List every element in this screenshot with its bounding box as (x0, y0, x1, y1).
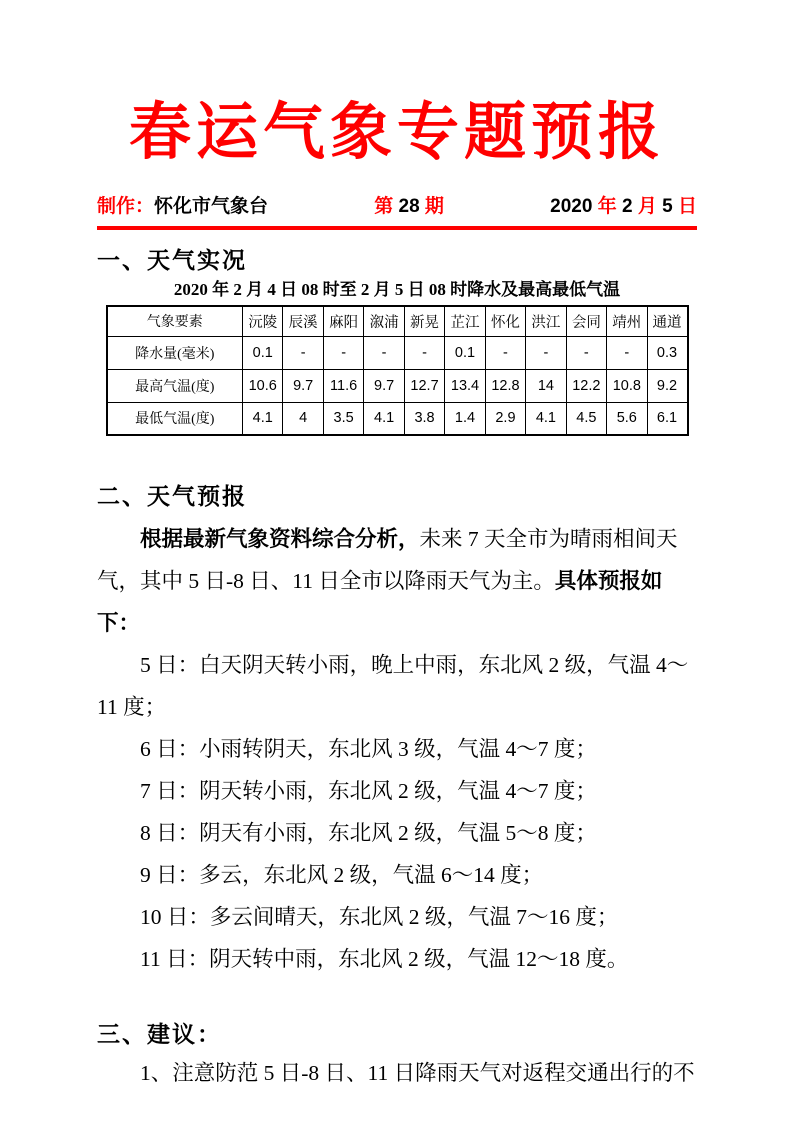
date-day-unit: 日 (672, 196, 697, 217)
red-divider (97, 226, 697, 230)
table-header-row (107, 306, 688, 336)
masthead-issue (374, 192, 444, 222)
forecast-item: 7 日：阴天转小雨，东北风 2 级，气温 4～7 度； (140, 779, 597, 803)
table-cell: 3.5 (323, 402, 363, 435)
table-cell: - (526, 336, 566, 369)
date-year-unit: 年 (592, 196, 622, 217)
table-cell: 9.7 (364, 369, 404, 402)
table-cell: - (566, 336, 606, 369)
table-cell: 12.7 (404, 369, 444, 402)
date-month-unit: 月 (632, 196, 663, 217)
forecast-item: 10 日：多云间晴天，东北风 2 级，气温 7～16 度； (140, 905, 619, 929)
forecast-intro-regular: 未来 7 天全市为晴雨相间天气，其中 5 日-8 日、11 日全市以降雨天气为主。 (97, 527, 678, 593)
table-cell: 6.1 (647, 402, 687, 435)
section-3-heading: 三、建议： (97, 1021, 222, 1047)
weather-table-title: 2020 年 2 月 4 日 08 时至 2 月 5 日 08 时降水及最高最低气温 (173, 280, 621, 299)
table-header-cell: 麻阳 (323, 306, 363, 336)
table-cell: 12.8 (485, 369, 525, 402)
table-cell: 4.1 (364, 402, 404, 435)
section-2-heading: 二、天气预报 (97, 483, 247, 509)
producer-label: 制作： (97, 196, 155, 217)
forecast-intro (97, 518, 697, 644)
table-header-cell: 新晃 (404, 306, 444, 336)
forecast-item: 9 日：多云，东北风 2 级，气温 6～14 度； (140, 863, 544, 887)
date-month: 2 (621, 196, 633, 217)
table-cell: 10.8 (607, 369, 647, 402)
forecast-body (97, 518, 697, 980)
forecast-item: 5 日：白天阴天转小雨，晚上中雨，东北风 2 级，气温 4～11 度； (97, 653, 689, 719)
table-row (107, 336, 688, 369)
producer-value: 怀化市气象台 (154, 196, 269, 217)
forecast-list (97, 644, 697, 980)
date-year: 2020 (550, 196, 593, 217)
masthead-date (550, 192, 697, 222)
table-cell: 1.4 (445, 402, 485, 435)
forecast-item: 11 日：阴天转中雨，东北风 2 级，气温 12～18 度。 (140, 947, 629, 971)
table-row-label: 最高气温(度) (107, 369, 243, 402)
table-header-cell: 靖州 (607, 306, 647, 336)
table-cell: - (364, 336, 404, 369)
weather-table (106, 305, 689, 436)
table-header-cell: 气象要素 (107, 306, 243, 336)
table-header-cell: 会同 (566, 306, 606, 336)
table-cell: 13.4 (445, 369, 485, 402)
table-cell: 14 (526, 369, 566, 402)
document-title: 春运气象专题预报 (128, 99, 665, 167)
forecast-intro-bold-tail: 具体预报如下： (97, 569, 663, 635)
forecast-item: 8 日：阴天有小雨，东北风 2 级，气温 5～8 度； (140, 821, 597, 845)
table-cell: 3.8 (404, 402, 444, 435)
table-cell: 0.3 (647, 336, 687, 369)
table-cell: - (485, 336, 525, 369)
masthead-producer (97, 192, 268, 222)
table-cell: 9.2 (647, 369, 687, 402)
forecast-intro-bold: 根据最新气象资料综合分析， (140, 527, 420, 551)
table-cell: 4.1 (526, 402, 566, 435)
table-row (107, 402, 688, 435)
table-cell: 11.6 (323, 369, 363, 402)
table-header-cell: 怀化 (485, 306, 525, 336)
table-header-cell: 沅陵 (243, 306, 283, 336)
table-header-cell: 芷江 (445, 306, 485, 336)
table-row (107, 369, 688, 402)
table-header-cell: 洪江 (526, 306, 566, 336)
suggestion-item: 1、注意防范 5 日-8 日、11 日降雨天气对返程交通出行的不 (140, 1061, 695, 1085)
table-cell: 4 (283, 402, 323, 435)
table-cell: 12.2 (566, 369, 606, 402)
table-row-label: 降水量(毫米) (107, 336, 243, 369)
table-header-cell: 溆浦 (364, 306, 404, 336)
table-header-cell: 通道 (647, 306, 687, 336)
table-cell: - (283, 336, 323, 369)
suggestion-list (97, 1052, 697, 1094)
table-cell: 2.9 (485, 402, 525, 435)
issue-prefix: 第 (374, 196, 399, 217)
issue-number: 28 (398, 196, 420, 217)
table-cell: - (404, 336, 444, 369)
table-cell: 0.1 (445, 336, 485, 369)
table-cell: 5.6 (607, 402, 647, 435)
forecast-item: 6 日：小雨转阴天，东北风 3 级，气温 4～7 度； (140, 737, 597, 761)
table-cell: 4.5 (566, 402, 606, 435)
date-day: 5 (662, 196, 673, 217)
table-cell: 9.7 (283, 369, 323, 402)
section-1-heading: 一、天气实况 (97, 247, 247, 273)
table-row-label: 最低气温(度) (107, 402, 243, 435)
table-cell: 10.6 (243, 369, 283, 402)
table-cell: - (323, 336, 363, 369)
masthead (97, 192, 697, 222)
table-cell: 0.1 (243, 336, 283, 369)
table-cell: 4.1 (243, 402, 283, 435)
table-header-cell: 辰溪 (283, 306, 323, 336)
issue-suffix: 期 (419, 196, 444, 217)
table-cell: - (607, 336, 647, 369)
